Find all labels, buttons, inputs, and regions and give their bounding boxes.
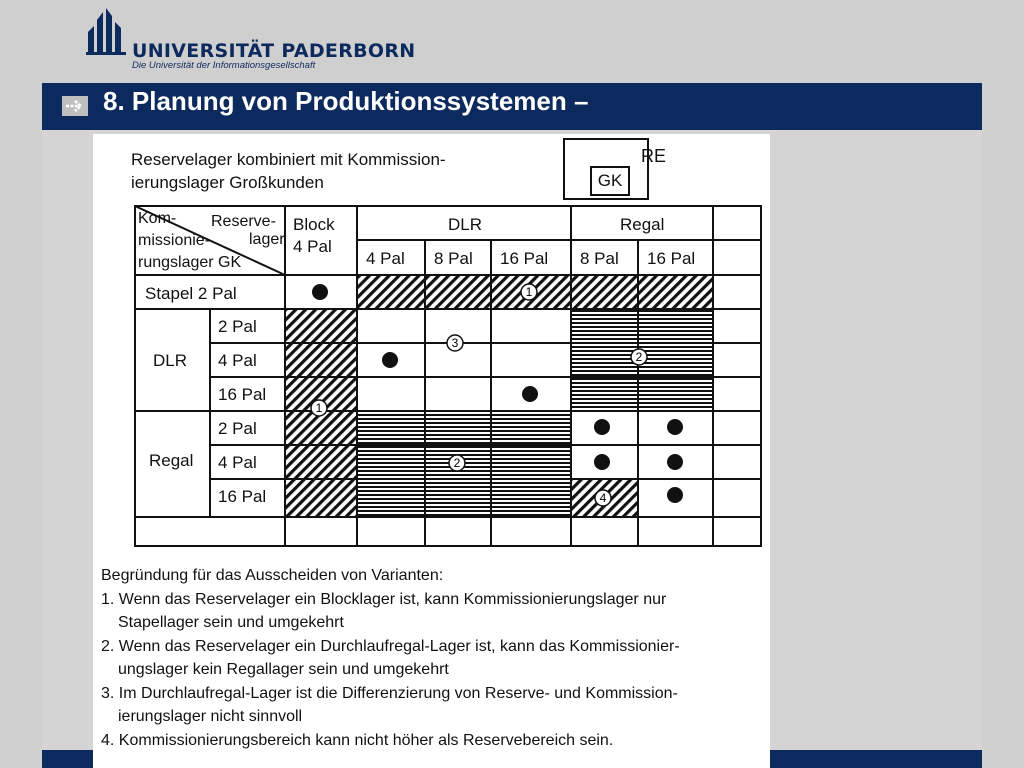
- university-name: UNIVERSITÄT PADERBORN: [132, 40, 416, 62]
- scanned-figure: [93, 134, 770, 768]
- reason-item: 3. Im Durchlaufregal-Lager ist die Differenzierung von Reserve- und Kommission-: [101, 684, 678, 702]
- figure-caption: [131, 148, 446, 194]
- col-header: 16 Pal: [647, 249, 696, 268]
- reason-mark: 3: [451, 336, 459, 350]
- col-header: 8 Pal: [434, 249, 473, 268]
- col-group-regal: Regal: [620, 215, 665, 234]
- row-group-dlr: DLR: [153, 351, 188, 370]
- col-header-block-sub: 4 Pal: [293, 237, 332, 256]
- col-header-block: Block: [293, 215, 335, 234]
- matrix-table: [93, 134, 770, 564]
- reason-item: 2. Wenn das Reservelager ein Durchlaufregal-Lager ist, kann das Kommissionier-: [101, 637, 680, 655]
- row-header: 4 Pal: [218, 453, 257, 472]
- slide-title: 8. Planung von Produktionssystemen –: [103, 86, 589, 116]
- caption-line: ierungslager Großkunden: [131, 173, 324, 192]
- reasons-list: [101, 564, 680, 752]
- reason-mark: 4: [599, 491, 607, 505]
- reason-item: 1. Wenn das Reservelager ein Blocklager ist, kann Kommissionierungslager nur: [101, 590, 667, 608]
- reason-mark: 1: [315, 401, 323, 415]
- col-header: 8 Pal: [580, 249, 619, 268]
- reason-mark: 2: [453, 456, 461, 470]
- dot-marker: [667, 487, 683, 503]
- dot-marker: [594, 419, 610, 435]
- university-tagline: Die Universität der Informationsgesellschaft: [132, 60, 316, 71]
- row-header: 2 Pal: [218, 419, 257, 438]
- university-logo-icon: [86, 6, 130, 56]
- reason-item-cont: ungslager kein Regallager sein und umgekehrt: [118, 661, 449, 678]
- reason-mark: 2: [635, 350, 643, 364]
- dot-marker: [382, 352, 398, 368]
- reason-item: 4. Kommissionierungsbereich kann nicht höher als Reservebereich sein.: [101, 731, 614, 749]
- legend-gk: GK: [590, 166, 630, 196]
- row-header: 2 Pal: [218, 317, 257, 336]
- col-header: 4 Pal: [366, 249, 405, 268]
- row-group-regal: Regal: [149, 451, 194, 470]
- dot-marker: [594, 454, 610, 470]
- dot-marker: [667, 419, 683, 435]
- corner-label-kom: Kom-: [138, 210, 177, 227]
- row-header: 16 Pal: [218, 385, 267, 404]
- corner-label-rungslager: rungslager GK: [138, 254, 242, 271]
- left-margin: [0, 130, 42, 768]
- corner-label-reserve: Reserve-: [211, 213, 276, 230]
- row-header: 4 Pal: [218, 351, 257, 370]
- col-header: 16 Pal: [500, 249, 549, 268]
- caption-line: Reservelager kombiniert mit Kommission-: [131, 150, 446, 169]
- reason-item-cont: Stapellager sein und umgekehrt: [118, 614, 344, 631]
- corner-label-lager: lager: [249, 231, 285, 248]
- right-margin: [982, 130, 1024, 768]
- col-group-dlr: DLR: [448, 215, 483, 234]
- dot-marker: [522, 386, 538, 402]
- row-header-stapel: Stapel 2 Pal: [145, 284, 237, 303]
- reasons-heading: Begründung für das Ausscheiden von Varianten:: [101, 567, 444, 584]
- dot-marker: [312, 284, 328, 300]
- row-header: 16 Pal: [218, 487, 267, 506]
- reason-mark: 1: [525, 285, 533, 299]
- corner-label-missionie: missionie-: [138, 232, 211, 249]
- arrow-right-icon: [62, 96, 88, 116]
- reason-item-cont: ierungslager nicht sinnvoll: [118, 708, 303, 725]
- legend-re: RE: [641, 146, 667, 166]
- dot-marker: [667, 454, 683, 470]
